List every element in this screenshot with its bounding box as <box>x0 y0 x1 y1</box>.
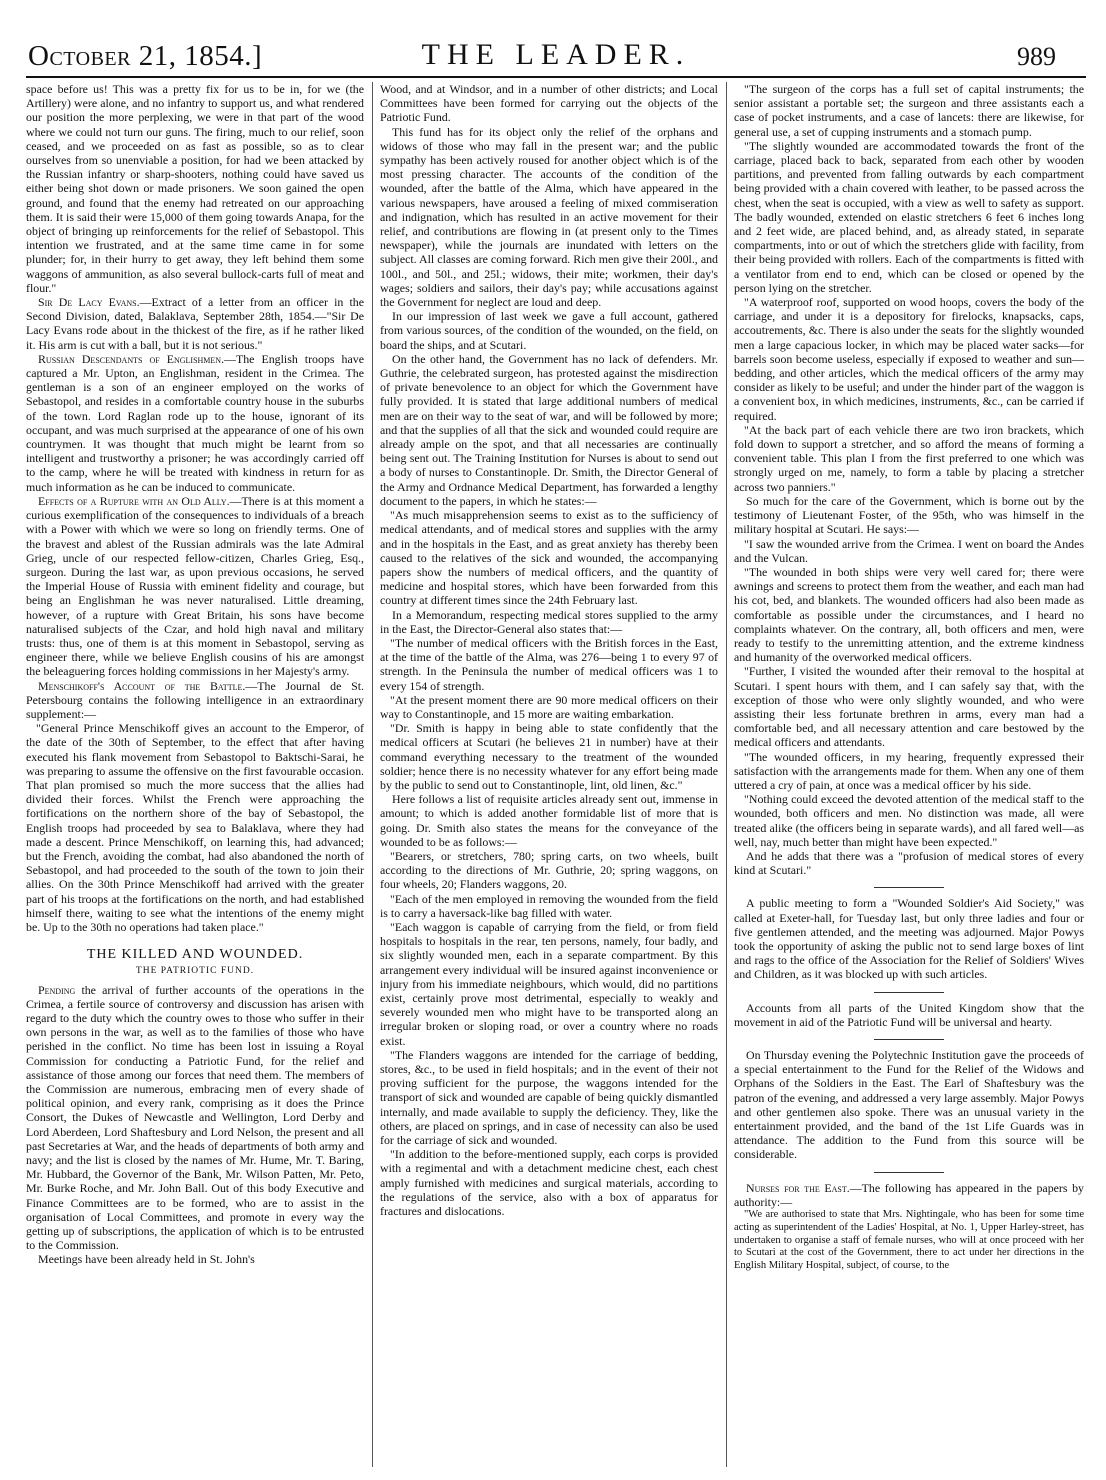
paragraph: Pending the arrival of further accounts of the operations in the Crimea, a fertile source of controversy and discussion has arisen with regard to the duty which the country owes to those who suffer in their own persons in the war, as well as to the families of those who have perished in the conflict. No time has been lost in issuing a Royal Commission for conducting a Patriotic Fund, for the relief and assistance of those among our forces that need them. The members of the Commission are numerous, embracing men of every shade of political opinion, and every rank, comprising as it does the Prince Consort, the Dukes of Newcastle and Wellington, Lord Derby and Lord Aberdeen, Lord Shaftesbury and Lord Nelson, the present and all past Secretaries at War, and the heads of departments of both army and navy; and the list is closed by the names of Mr. Hume, Mr. T. Baring, Mr. Hubbard, the Governor of the Bank, Mr. Wilson Patten, Mr. Peto, Mr. Burke Roche, and Mr. John Ball. Out of this body Executive and Finance Committees are to be formed, who are to assist in the organisation of Local Committees, and promote in every way the getting up of subscriptions, the application of which is to be entrusted to the Commission. <box>26 982 364 1253</box>
section-title: THE KILLED AND WOUNDED. <box>86 947 304 963</box>
separator-rule <box>874 1039 944 1040</box>
section-subtitle: THE PATRIOTIC FUND. <box>135 966 255 977</box>
quoted-paragraph: "General Prince Menschikoff gives an account to the Emperor, of the date of the 30th of September, to the effect that after having executed his flank movement from Sebastopol to Baktschi-Sarai, he was preparing to assume the offensive on the first favourable occasion. That plan promised so much the more success that the allies had divided their forces. Whilst the French were approaching the fortifications on the northern shore of the bay of Sebastopol, the English troops had proceeded by sea to Balaklava, where they had made a descent. Prince Menschikoff, on learning this, had advanced; but the French, avoiding the combat, had also abandoned the north of Sebastopol, and had proceeded to the south of the town to join their allies. On the 30th Prince Menschikoff had arrived with the greater part of his troops at the fortifications on the north, and had established himself there, waiting to see what the intentions of the enemy might be. Up to the 30th no operations had taken place." <box>26 721 364 934</box>
paragraph: And he adds that there was a "profusion of medical stores of every kind at Scutari." <box>734 848 1084 878</box>
page-number: 989 <box>1017 42 1056 71</box>
quoted-paragraph: "We are authorised to state that Mrs. Nightingale, who has been for some time acting as superintendent of the Ladies' Hospital, at No. 1, Upper Harley-street, has undertaken to organise a staff of female nurses, who will at once proceed with her to Scutari at the cost of the Government, there to act under her directions in the English Military Hospital, subject, of course, to the <box>734 1209 1084 1272</box>
paragraph: Sir De Lacy Evans.—Extract of a letter from an officer in the Second Division, dated, Balaklava, September 28th, 1854.—"Sir De Lacy Evans rode about in the thickest of the fire, as if he rather liked it. His arm is cut with a ball, but it is not serious." <box>26 295 364 352</box>
run-in-head: Menschikoff's Account of the Battle. <box>38 678 246 693</box>
quoted-paragraph: "Nothing could exceed the devoted attention of the medical staff to the wounded, both officers and men. No distinction was made, all were treated alike (the officers being in separate wards), and all fared well—as well, nay, much better than might have been expected." <box>734 792 1084 849</box>
paragraph: So much for the care of the Government, which is borne out by the testimony of Lieutenant Foster, of the 95th, who was himself in the military hospital at Scutari. He says:— <box>734 493 1084 537</box>
paragraph: space before us! This was a pretty fix for us to be in, for we (the Artillery) were alone, and no infantry to support us, and what rendered our position the more perplexing, we were in that part of the wood where we could not turn our guns. The firing, much to our relief, soon ceased, and we proceeded on as fast as possible, so as to clear ourselves from so unenviable a position, for had we been attacked by the Russian infantry or sharp-shooters, nothing could have saved us either being shot down or made prisoners. We soon gained the open ground, and found that the enemy had retreated on our approaching them. It is said their were 15,000 of them going towards Anapa, for the object of bringing up reinforcements for the relief of Sebastopol. This intention we frustrated, and at the same time came in for some plunder; for, in their hurry to get away, they left behind them some waggons of ammunition, as also several bullock-carts full of meat and flour." <box>26 82 364 295</box>
quoted-paragraph: "Each waggon is capable of carrying from the field, or from field hospitals to hospitals in the rear, ten persons, namely, four badly, and six slightly wounded men, each in a separate compartment. By this arrangement every individual will be insured against inconvenience or injury from his immediate neighbours, which would, did no partitions exist, certainly prove most detrimental, especially to weakly and severely wounded men who might have to be transported along an irregular broken or sloping road, or over a country where no roads exist. <box>380 919 718 1048</box>
paragraph: In a Memorandum, respecting medical stores supplied to the army in the East, the Director-General also states that:— <box>380 607 718 636</box>
quoted-paragraph: "The wounded officers, in my hearing, frequently expressed their satisfaction with the arrangements made for them. When any one of them uttered a cry of pain, at once was a medical officer by his side. <box>734 749 1084 792</box>
column-1 <box>26 82 364 1467</box>
quoted-paragraph: "Bearers, or stretchers, 780; spring carts, on two wheels, built according to the directions of Mr. Guthrie, 20; spring waggons, on four wheels, 20; Flanders waggons, 20. <box>380 848 718 892</box>
quoted-paragraph: "At the present moment there are 90 more medical officers on their way to Constantinople, and 15 more are waiting embarkation. <box>380 692 718 721</box>
run-in-head: Nurses for the East. <box>746 1180 850 1195</box>
run-in-head: Russian Descendants of Englishmen. <box>38 351 225 366</box>
run-in-head: Effects of a Rupture with an Old Ally. <box>38 493 230 508</box>
paragraph: In our impression of last week we gave a full account, gathered from various sources, of the condition of the wounded, on the field, on board the ships, and at Scutari. <box>380 309 718 352</box>
column-3 <box>734 82 1084 1467</box>
run-in-head: Sir De Lacy Evans. <box>38 295 140 310</box>
quoted-paragraph: "I saw the wounded arrive from the Crimea. I went on board the Andes and the Vulcan. <box>734 536 1084 565</box>
separator-rule <box>874 887 944 888</box>
paragraph: Russian Descendants of Englishmen.—The English troops have captured a Mr. Upton, an Englishman, resident in the Crimea. The gentleman is a son of an engineer employed on the works of Sebastopol, and resides in a comfortable country house in the suburbs of the town. Lord Raglan rode up to the house, ignorant of its occupant, and was much surprised at the appearance of one of his own countrymen. It was thought that much might be learnt from so intelligent and trustworthy a prisoner; he was accordingly carried off to the camp, where he will be treated with kindness in return for as much information as he can be induced to communicate. <box>26 351 364 494</box>
issue-date: October 21, 1854.] <box>28 40 263 72</box>
separator-rule <box>874 992 944 993</box>
run-in-head: Pending <box>38 982 76 997</box>
masthead <box>26 22 1086 74</box>
quoted-paragraph: "At the back part of each vehicle there are two iron brackets, which fold down to support a stretcher, and so afford the means of forming a convenient table. This plan I from the first preferred to one which was strongly urged on me, namely, to form a table by placing a stretcher across two panniers." <box>734 422 1084 494</box>
paragraph: Menschikoff's Account of the Battle.—The Journal de St. Petersbourg contains the following intelligence in an extraordinary supplement:— <box>26 678 364 721</box>
separator-rule <box>874 1172 944 1173</box>
column-2 <box>380 82 718 1467</box>
paragraph: Effects of a Rupture with an Old Ally.—There is at this moment a curious exemplification of the consequences to individuals of a breach with a Power with which we were so long on friendly terms. One of the bravest and ablest of the Russian admirals was the late Admiral Grieg, uncle of our respected fellow-citizen, Charles Grieg, Esq., surgeon. During the last war, as upon previous occasions, he served the Imperial House of Russia with eminent fidelity and courage, but being an Englishman he was never naturalised. Little dreaming, however, of a rupture with Great Britain, his sons have become naturalised subjects of the Czar, and hold high naval and military trusts: thus, one of them is at this moment in Sebastopol, serving as engineer there, while we believe English cousins of his are amongst the beleaguering forces holding commissions in her Majesty's army. <box>26 493 364 679</box>
quoted-paragraph: "The wounded in both ships were very well cared for; there were awnings and screens to protect them from the weather, and each man had his cot, bed, and blankets. The wounded officers had also been made as comfortable as possible under the circumstances, and I heard no complaints whatever. On the contrary, all, both officers and men, were ready to testify to the unremitting attention, and the extreme kindness and humanity of the overworked medical officers. <box>734 564 1084 665</box>
quoted-paragraph: "Further, I visited the wounded after their removal to the hospital at Scutari. I spent hours with them, and I can safely say that, with the exception of those who were only slightly wounded, and who were assisting their less fortunate brethren in arms, every man had a comfortable bed, and all necessary attention and care bestowed by the medical officers and attendants. <box>734 664 1084 750</box>
paragraph: Wood, and at Windsor, and in a number of other districts; and Local Committees have been formed for carrying out the objects of the Patriotic Fund. <box>380 82 718 125</box>
quoted-paragraph: "The slightly wounded are accommodated towards the front of the carriage, placed back to back, separated from each other by wooden partitions, and prevented from falling outwards by each compartment being provided with a chain covered with leather, to be passed across the chest, when the seat is occupied, with a view as well to safety as support. The badly wounded, extended on elastic stretchers 6 feet 6 inches long and 2 feet wide, are placed behind, and, as already stated, in separate compartments, into or out of which the stretchers glide with facility, from their being provided with rollers. Each of the compartments is fitted with a ventilator from end to end, which can be closed or opened by the person lying on the stretcher. <box>734 138 1084 295</box>
quoted-paragraph: "A waterproof roof, supported on wood hoops, covers the body of the carriage, and under it is a depository for firelocks, knapsacks, caps, accoutrements, &c. There is also under the seats for the slightly wounded men a large capacious locker, in which may be placed water sacks—for barrels soon become useless, especially if exposed to weather and sun—bedding, and other articles, which the medical officers of the army may consider as likely to be useful; and under the hinder part of the waggon is a convenient box, in which medicines, instruments, &c., can be carried if required. <box>734 295 1084 423</box>
quoted-paragraph: "Dr. Smith is happy in being able to state confidently that the medical officers at Scutari (he believes 21 in number) have at their command everything necessary to the treatment of the wounded soldier; hence there is no necessity whatever for any effort being made by the public to send out to Constantinople, lint, old linen, &c." <box>380 721 718 792</box>
paragraph: Here follows a list of requisite articles already sent out, immense in amount; to which is added another formidable list of more that is going. Dr. Smith also states the means for the conveyance of the wounded to be as follows:— <box>380 792 718 849</box>
paragraph: A public meeting to form a "Wounded Soldier's Aid Society," was called at Exeter-hall, for Tuesday last, but only three ladies and four or five gentlemen attended, and the meeting was adjourned. Major Powys took the opportunity of asking the public not to send large boxes of lint and rags to the office of the Association for the Relief of Soldiers' Wives and Children, as it was blocked up with such articles. <box>734 896 1084 982</box>
paragraph: Nurses for the East.—The following has appeared in the papers by authority:— <box>734 1180 1084 1209</box>
column-divider <box>372 82 373 1467</box>
paragraph: Meetings have been already held in St. John's <box>38 1252 255 1267</box>
quoted-paragraph: "Each of the men employed in removing the wounded from the field is to carry a haversack-like bag filled with water. <box>380 891 718 920</box>
newspaper-title: THE LEADER. <box>421 38 691 71</box>
article-columns <box>26 82 1086 1467</box>
paragraph: On the other hand, the Government has no lack of defenders. Mr. Guthrie, the celebrated surgeon, has protested against the misdirection of private benevolence to an object for which the Government have fully provided. It is stated that large additional numbers of medical men are on their way to the seat of war, and will be followed by more; and that the supplies of all that the sick and wounded could require are already ample on the spot, and that all necessaries are continually being sent out. The Training Institution for Nurses is about to send out a body of nurses to Constantinople. Dr. Smith, the Director General of the Army and Ordnance Medical Department, has forwarded a lengthy document to the papers, in which he states:— <box>380 351 718 508</box>
column-divider <box>726 82 727 1467</box>
paragraph: Accounts from all parts of the United Kingdom show that the movement in aid of the Patriotic Fund will be universal and hearty. <box>734 1000 1084 1029</box>
masthead-rule <box>26 76 1086 78</box>
paragraph: On Thursday evening the Polytechnic Institution gave the proceeds of a special entertainment to the Fund for the Relief of the Widows and Orphans of the Soldiers in the East. The Earl of Shaftesbury was the patron of the evening, and addressed a very large assembly. Major Powys and other gentlemen also spoke. There was an unusual variety in the entertainment provided, and the band of the 1st Life Guards was in attendance. The addition to the Fund from this source will be considerable. <box>734 1048 1084 1162</box>
quoted-paragraph: "As much misapprehension seems to exist as to the sufficiency of medical attendants, and of medical stores and supplies with the army and in the hospitals in the East, and as great anxiety has thereby been caused to the relatives of the sick and wounded, the accompanying papers show the numbers of medical officers, and the quantity of medicine and hospital stores, which have been forwarded from this country at different times since the 24th February last. <box>380 508 718 608</box>
paragraph: This fund has for its object only the relief of the orphans and widows of those who may fall in the present war; and the public sympathy has been actively roused for another object which is of the most pressing character. The accounts of the condition of the wounded, after the battle of the Alma, which have appeared in the various newspapers, have aroused a feeling of mixed commiseration and indignation, which has resulted in an active movement for their relief, and contributions are flowing in (at present only to the Times newspaper), while the journals are inundated with letters on the subject. All classes are coming forward. Rich men give their 200l., and 100l., and 50l., and 25l.; widows, their mite; workmen, their day's wages; soldiers and sailors, their day's pay; while accusations against the Government for neglect are loud and deep. <box>380 124 718 310</box>
quoted-paragraph: "In addition to the before-mentioned supply, each corps is provided with a regimental and with a detachment medicine chest, each chest amply furnished with medicines and surgical materials, according to the regulations of the service, also with a box of apparatus for fractures and dislocations. <box>380 1147 718 1219</box>
quoted-paragraph: "The surgeon of the corps has a full set of capital instruments; the senior assistant a portable set; the surgeon and three assistants each a case of pocket instruments, and a case of lancets: there are likewise, for general use, a set of cupping instruments and a stomach pump. <box>734 82 1084 139</box>
quoted-paragraph: "The Flanders waggons are intended for the carriage of bedding, stores, &c., to be used in field hospitals; and in the event of their not proving sufficient for the purpose, the waggons intended for the transport of sick and wounded are capable of being quickly dismantled internally, and made available to supply the deficiency. They, like the others, are placed on springs, and in case of necessity can also be used for the carriage of sick and wounded. <box>380 1047 718 1148</box>
quoted-paragraph: "The number of medical officers with the British forces in the East, at the time of the battle of the Alma, was 276—being 1 to every 97 of strength. In the Peninsula the number of medical officers was 1 to every 154 of strength. <box>380 635 718 693</box>
